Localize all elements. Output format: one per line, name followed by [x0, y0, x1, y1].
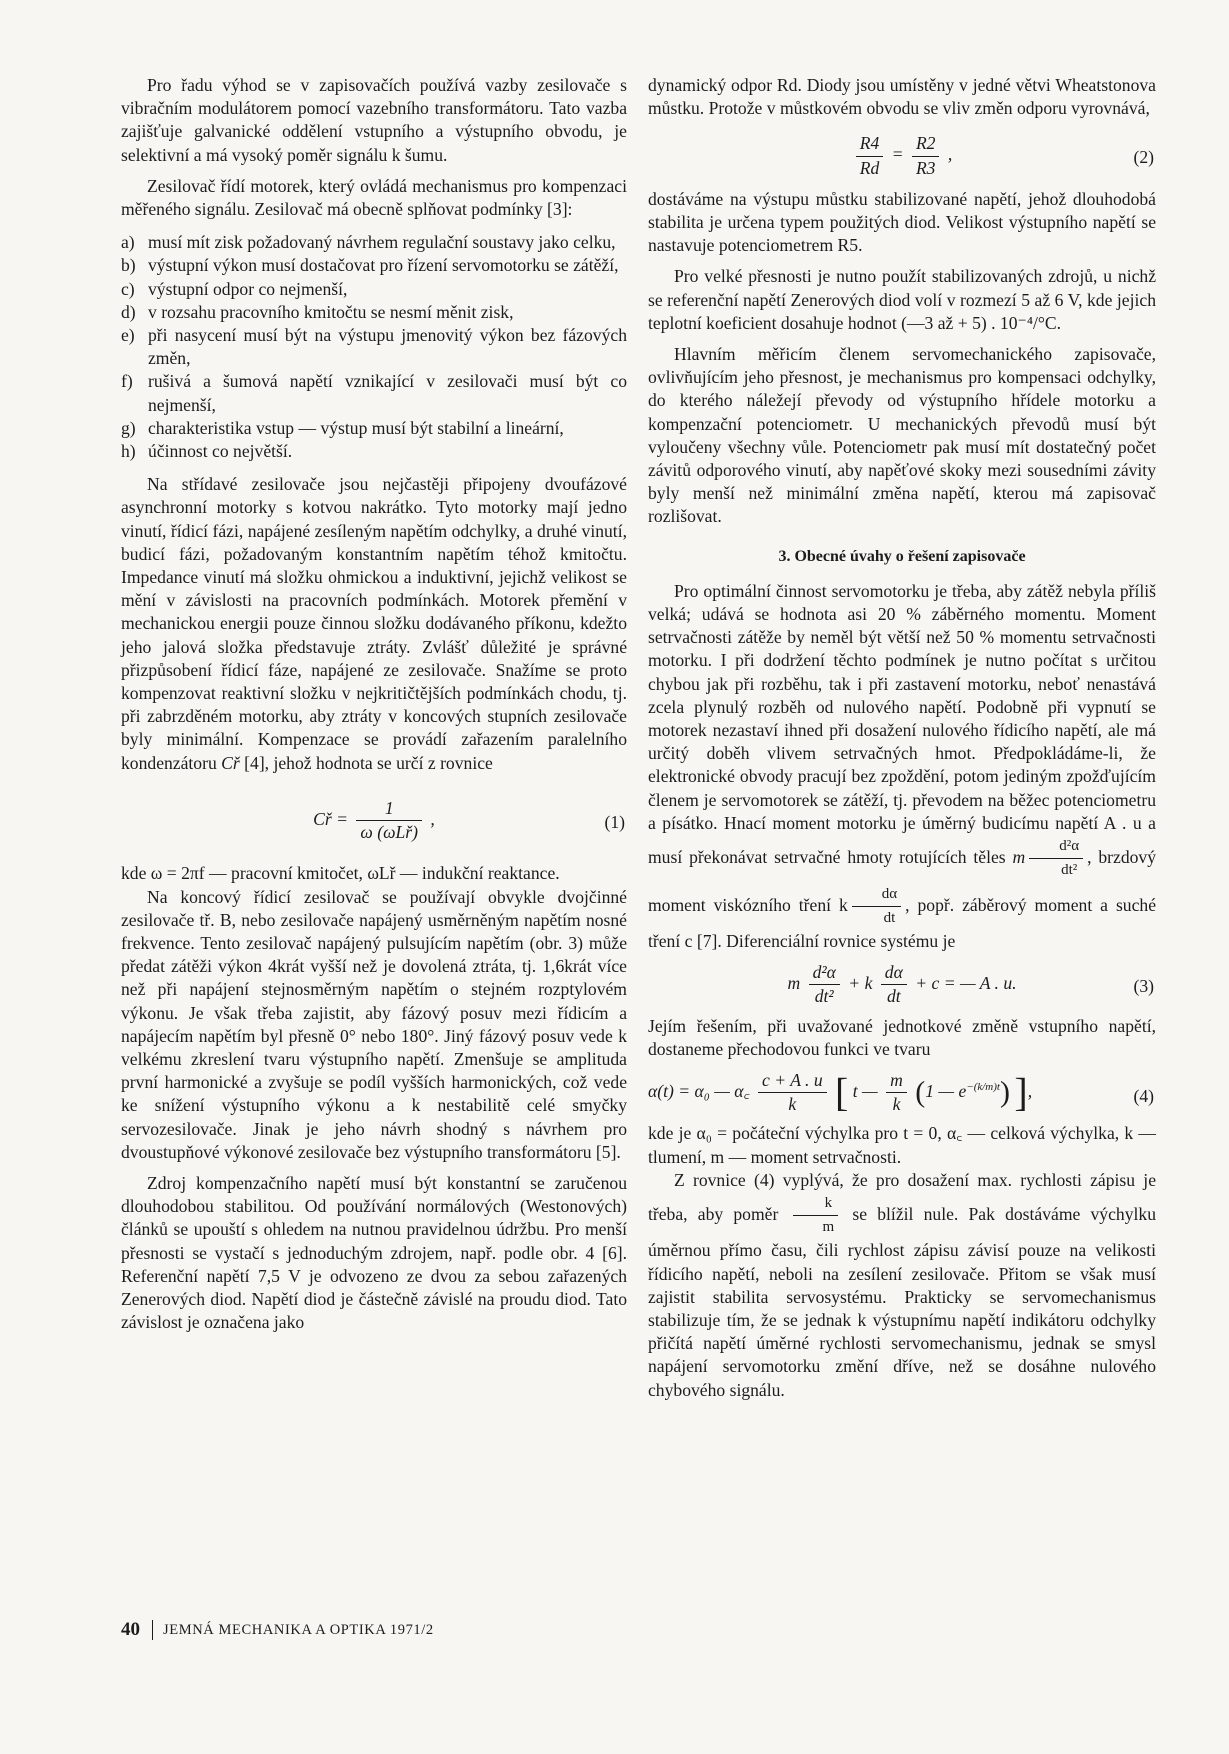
condition-text: při nasycení musí být na výstupu jmenovitý výkon bez fázových změn,: [148, 325, 627, 369]
paragraph: Zesilovač řídí motorek, který ovládá mechanismus pro kompenzaci měřeného signálu. Zesilovač má obecně splňovat podmínky [3]:: [121, 175, 627, 220]
condition-label: e): [121, 325, 135, 346]
paragraph: Hlavním měřicím členem servomechanického zapisovače, ovlivňujícím jeho přesnost, je mechanismus pro kompensaci odchylky, do kterého náležejí převody od výstupního hřídele motorku a kompenzační potenciometr. U mechanických převodů musí být vyloučeny všechny vůle. Potenciometr pak musí mít dostatečný počet závitů odporového vinutí, aby napěťové skoky mezi sousedními závity byly menší než minimální změna napětí, kterou má zapisovač rozlišovat.: [648, 344, 1156, 527]
condition-item: [121, 440, 627, 463]
condition-text: musí mít zisk požadovaný návrhem regulační soustavy jako celku,: [148, 232, 616, 253]
paragraph: Z rovnice (4) vyplývá, že pro dosažení max. rychlosti zápisu je třeba, aby poměr $\frac{k}{m}$ se blížil nule. Pak dostáváme výchylku úměrnou přímo času, čili rychlost zápisu závisí pouze na velikosti řídicího napětí, neboli na zesílení zesilovače. Přitom se však musí zajistit stabilita servosystému. Prakticky se servomechanismus stabilizuje tím, že se jednak k výstupnímu napětí indikátoru odchylky přičítá napětí úměrné rychlosti servomechanismu, jednak se smysl napájení servomotorku změní dříve, než se dosáhne nulového chybového signálu.: [648, 1169, 1156, 1400]
conditions-list: [121, 231, 627, 463]
paragraph: kde ω = 2πf — pracovní kmitočet, ωLř — indukční reaktance.: [121, 863, 560, 884]
paragraph: dynamický odpor Rd. Diody jsou umístěny v jedné větvi Wheatstonova můstku. Protože v můstkovém obvodu se vliv změn odporu vyrovnává,: [648, 75, 1156, 119]
section-heading: 3. Obecné úvahy o řešení zapisovače: [778, 547, 1026, 565]
left-column: [121, 74, 627, 1334]
condition-label: a): [121, 232, 135, 253]
condition-text: účinnost co největší.: [148, 441, 293, 462]
condition-label: h): [121, 441, 136, 462]
equation-number: (2): [1133, 147, 1154, 168]
paragraph: dostáváme na výstupu můstku stabilizované napětí, jehož dlouhodobá stabilita je určena typem použitých diod. Velikost výstupního napětí se nastavuje potenciometrem R5.: [648, 188, 1156, 256]
condition-text: výstupní odpor co nejmenší,: [148, 278, 348, 299]
condition-item: [121, 370, 627, 416]
condition-label: g): [121, 417, 136, 438]
equation-4: α(t) = α₀ — α꜀ $\frac{c + A . u}{k}$ [ t — $\frac{m}{k}$ (1 — $e^{-(k/m)t}$) ], (4): [648, 1069, 1154, 1115]
condition-item: [121, 324, 627, 370]
paragraph: Pro optimální činnost servomotorku je třeba, aby zátěž nebyla příliš velká; udává se hodnota asi 20 % záběrného momentu. Moment setrvačnosti zátěže by neměl být větší než 50 % momentu setrvačnosti motorku. I při dodržení těchto podmínek je nutno počítat s určitou chybou jak při rozběhu, tak i při zastavení motorku, neboť nenastává zcela plynulý rozběh od nulového napětí. Podobně při vypnutí se motorek nezastaví ihned při dosažení nulového řídicího napětí, ale má určitý doběh vlivem setrvačných hmot. Předpokládáme-li, že elektronické obvody pracují bez zpoždění, potom jediným zpožďujícím členem je servomotorek se zátěží, tj. převodem na běžec potenciometru a písátko. Hnací moment motorku je úměrný budicímu napětí A . u a musí překonávat setrvačné hmoty rotujících těles m $\frac{\text{d²α}}{\text{dt²}}$ , brzdový moment viskózního tření k $\frac{d\alpha}{dt}$ , popř. záběrový moment a suché tření c [7]. Diferenciální rovnice systému je: [648, 580, 1157, 951]
condition-label: d): [121, 301, 136, 322]
paragraph: Pro velké přesnosti je nutno použít stabilizovaných zdrojů, u nichž se referenční napětí Zenerových diod volí v rozmezí 5 až 6 V, kde jejich teplotní koeficient dosahuje hodnot (—3 až + 5) . 10⁻⁴/°C.: [648, 266, 1156, 333]
paragraph: Zdroj kompenzačního napětí musí být konstantní se zaručenou dlouhodobou stabilitou. Od používání normálových (Westonových) článků se upouští s ohledem na nutnou pravidelnou údržbu. Pro menší přesnosti se vystačí s jednoduchým zdrojem, např. podle obr. 4 [6]. Referenční napětí 7,5 V je odvozeno ze dvou za sebou zařazených Zenerových diod. Napětí diod je částečně závislé na proudu diod. Tato závislost je označena jako: [121, 1172, 627, 1333]
paragraph: Jejím řešením, při uvažované jednotkové změně vstupního napětí, dostaneme přechodovou funkci ve tvaru: [648, 1015, 1156, 1059]
condition-label: b): [121, 255, 136, 276]
page-number: 40: [121, 1619, 140, 1640]
equation-number: (1): [604, 811, 625, 832]
condition-text: v rozsahu pracovního kmitočtu se nesmí měnit zisk,: [148, 301, 514, 322]
condition-item: [121, 417, 627, 440]
equation-number: (3): [1133, 976, 1154, 997]
equation-2: $\frac{R4}{Rd}$ = $\frac{R2}{R3}$ , (2): [648, 132, 1156, 179]
condition-item: [121, 231, 627, 254]
right-column: [648, 74, 1156, 1402]
paragraph: kde je α₀ = počáteční výchylka pro t = 0, α꜀ — celková výchylka, k — tlumení, m — moment setrvačnosti.: [648, 1123, 1156, 1167]
condition-item: [121, 254, 627, 277]
condition-item: [121, 278, 627, 301]
page-footer: [121, 1619, 434, 1641]
paragraph: Na koncový řídicí zesilovač se používají obvykle dvojčinné zesilovače tř. B, nebo zesilovače napájený usměrněným napětím nosné frekvence. Tento zesilovač napájený pulsujícím napětím (obr. 3) může předat zátěži výkon 4krát vyšší než je dovolená ztráta, tj. 1,6krát více než při napájení stejnosměrným napětím o stejném rozptylovém výkonu. Je však třeba zajistit, aby fázový posuv mezi řídicím a napájecím napětím byl přesně 0° nebo 180°. Jiný fázový posuv vede k velkému zkreslení tvaru výstupního napětí. Zmenšuje se amplituda první harmonické a zvyšuje se podíl vyšších harmonických, což vede ke snížení výstupního výkonu a k nestabilitě celé smyčky servozesilovače. Jinak je jeho návrh shodný s návrhem pro dvoustupňové výkonové zesilovače bez výstupního transformátoru [5].: [121, 886, 627, 1162]
paragraph: Na střídavé zesilovače jsou nejčastěji připojeny dvoufázové asynchronní motorky s kotvou nakrátko. Tyto motorky mají jedno vinutí, řídicí fázi, napájené zesíleným napětím odchylky, a druhé vinutí, budicí fázi, požadovaným konstantním napětím téhož kmitočtu. Impedance vinutí má složku ohmickou a induktivní, jejichž velikost se mění v závislosti na pracovních podmínkách. Motorek přemění v mechanickou energii pouze činnou složku dodávaného příkonu, kdežto jeho jalová složka představuje ztráty. Zvlášť důležité je správné přizpůsobení řídicí fáze, napájené ze zesilovače. Snažíme se proto kompenzovat reaktivní složku v nejkritičtějších podmínkách chodu, tj. při zabrzděném motorku, aby ztráty v koncových stupních zesilovače byly minimální. Kompenzace se provádí zařazením paralelního kondenzátoru Cř [4], jehož hodnota se určí z rovnice: [121, 474, 627, 773]
equation-1: Cř = $\frac{1}{\text{ω (ωLř)}}$ , (1): [313, 797, 625, 843]
footer-divider: [152, 1620, 153, 1640]
equation-number: (4): [1133, 1085, 1154, 1106]
condition-label: f): [121, 371, 133, 392]
condition-text: výstupní výkon musí dostačovat pro řízení servomotorku se zátěží,: [148, 255, 619, 276]
journal-title: JEMNÁ MECHANIKA A OPTIKA 1971/2: [163, 1621, 434, 1638]
equation-3: m $\frac{\text{d²α}}{\text{dt²}}$ + k $\frac{d\alpha}{dt}$ + c = — A . u. (3): [787, 962, 1154, 1007]
condition-text: charakteristika vstup — výstup musí být stabilní a lineární,: [148, 417, 564, 438]
condition-item: [121, 301, 627, 324]
condition-text: rušivá a šumová napětí vznikající v zesilovači musí být co nejmenší,: [148, 371, 627, 415]
paragraph: Pro řadu výhod se v zapisovačích používá vazby zesilovače s vibračním modulátorem pomocí vazebního transformátoru. Tato vazba zajišťuje galvanické oddělení vstupního a výstupního obvodu, je selektivní a má vysoký poměr signálu k šumu.: [121, 75, 627, 165]
condition-label: c): [121, 278, 135, 299]
